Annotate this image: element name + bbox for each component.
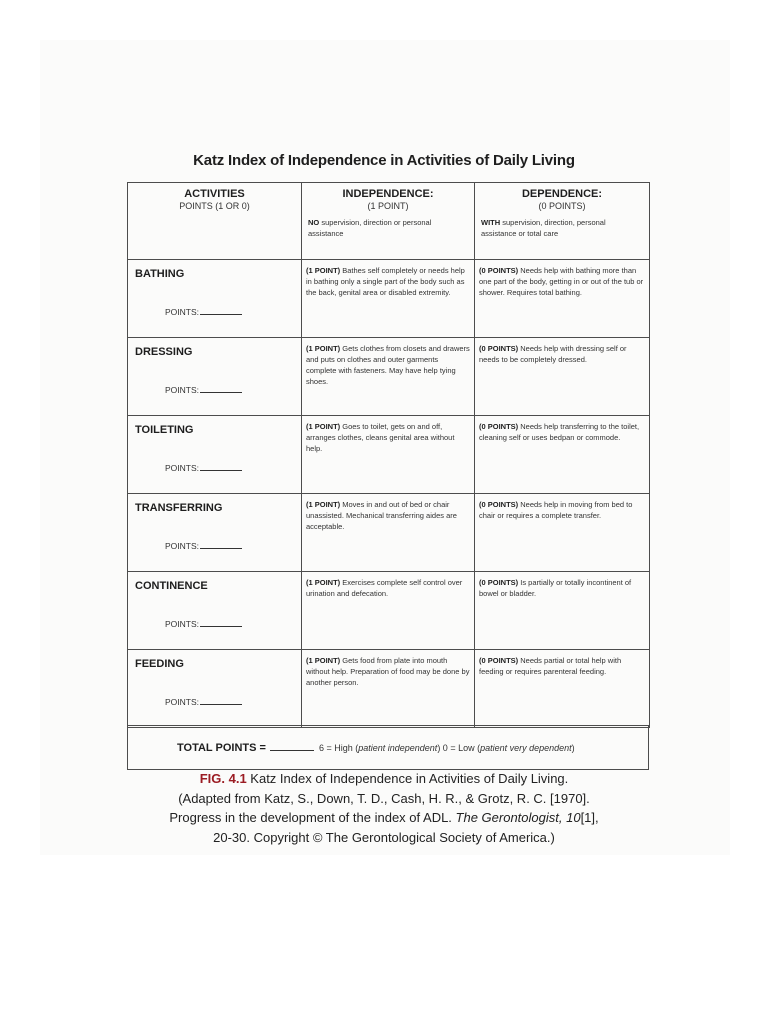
total-high: 6 = High ( bbox=[316, 743, 359, 753]
dependence-description bbox=[475, 260, 650, 338]
header-dependence: DEPENDENCE: bbox=[521, 188, 603, 200]
figure-title: Katz Index of Independence in Activities of Daily Living. bbox=[246, 771, 569, 786]
dependence-text: Needs help with dressing self or needs to be completely dressed. bbox=[479, 344, 627, 364]
katz-adl-table bbox=[127, 182, 650, 728]
dependence-tag: (0 POINTS) bbox=[479, 266, 519, 275]
dependence-note-bold: WITH bbox=[481, 218, 501, 227]
table-header-row bbox=[128, 183, 650, 260]
points-label: POINTS: bbox=[165, 463, 200, 473]
caption-line-4: 20-30. Copyright © The Gerontological Society of America.) bbox=[213, 829, 555, 845]
points-field[interactable] bbox=[165, 697, 242, 707]
points-label: POINTS: bbox=[165, 385, 200, 395]
total-high-note: patient independent bbox=[358, 743, 438, 753]
total-points-blank[interactable] bbox=[270, 742, 314, 751]
independence-description bbox=[302, 338, 475, 416]
dependence-tag: (0 POINTS) bbox=[479, 500, 519, 509]
document-title: Katz Index of Independence in Activities of Daily Living bbox=[193, 152, 575, 169]
dependence-description bbox=[475, 650, 650, 728]
header-independence-cell bbox=[302, 183, 475, 260]
dependence-description bbox=[475, 416, 650, 494]
independence-description bbox=[302, 416, 475, 494]
independence-tag: (1 POINT) bbox=[306, 500, 341, 509]
activity-name: BATHING bbox=[135, 268, 185, 280]
header-independence-note bbox=[308, 217, 468, 239]
points-label: POINTS: bbox=[165, 619, 200, 629]
activity-cell bbox=[128, 338, 302, 416]
activity-name: DRESSING bbox=[135, 346, 193, 358]
independence-text: Moves in and out of bed or chair unassisted. Mechanical transferring aides are acceptable. bbox=[306, 500, 457, 531]
independence-text: Gets food from plate into mouth without help. Preparation of food may be done by another person. bbox=[306, 656, 470, 687]
dependence-description bbox=[475, 494, 650, 572]
header-activities-sub: POINTS (1 OR 0) bbox=[179, 201, 250, 211]
activity-name: TRANSFERRING bbox=[135, 502, 223, 514]
header-independence-sub: (1 POINT) bbox=[367, 201, 409, 211]
points-label: POINTS: bbox=[165, 541, 200, 551]
independence-note-bold: NO bbox=[308, 218, 320, 227]
activity-name: FEEDING bbox=[135, 658, 184, 670]
independence-description bbox=[302, 494, 475, 572]
caption-line-3-start: Progress in the development of the index of ADL. bbox=[169, 810, 456, 825]
dependence-description bbox=[475, 572, 650, 650]
total-low: ) 0 = Low ( bbox=[437, 743, 481, 753]
dependence-tag: (0 POINTS) bbox=[479, 656, 519, 665]
independence-description bbox=[302, 650, 475, 728]
total-points-line bbox=[177, 742, 575, 754]
dependence-tag: (0 POINTS) bbox=[479, 578, 519, 587]
independence-tag: (1 POINT) bbox=[306, 422, 341, 431]
caption-line-3 bbox=[0, 808, 768, 828]
table-row-transferring bbox=[128, 494, 650, 572]
dependence-text: Needs help transferring to the toilet, cleaning self or uses bedpan or commode. bbox=[479, 422, 640, 442]
independence-tag: (1 POINT) bbox=[306, 344, 341, 353]
independence-text: Gets clothes from closets and drawers and puts on clothes and outer garments complete with fasteners. May have help tying shoes. bbox=[306, 344, 470, 386]
figure-caption bbox=[0, 769, 768, 847]
independence-text: Exercises complete self control over urination and defecation. bbox=[306, 578, 463, 598]
caption-line-1 bbox=[0, 769, 768, 789]
caption-line-3-end: [1], bbox=[580, 810, 599, 825]
activity-cell bbox=[128, 650, 302, 728]
total-points-box bbox=[127, 725, 649, 770]
activity-cell bbox=[128, 416, 302, 494]
independence-note-text: supervision, direction or personal assistance bbox=[308, 218, 432, 238]
total-close: ) bbox=[571, 743, 575, 753]
dependence-description bbox=[475, 338, 650, 416]
activity-name: CONTINENCE bbox=[135, 580, 208, 592]
dependence-text: Needs help in moving from bed to chair or requires a complete transfer. bbox=[479, 500, 633, 520]
points-field[interactable] bbox=[165, 463, 242, 473]
total-points-label: TOTAL POINTS = bbox=[177, 742, 266, 754]
header-dependence-sub: (0 POINTS) bbox=[538, 201, 586, 211]
points-field[interactable] bbox=[165, 541, 242, 551]
table-row-feeding bbox=[128, 650, 650, 728]
points-blank[interactable] bbox=[200, 463, 242, 471]
table-row-toileting bbox=[128, 416, 650, 494]
dependence-note-text: supervision, direction, personal assistance or total care bbox=[481, 218, 606, 238]
independence-text: Goes to toilet, gets on and off, arranges clothes, cleans genital area without help. bbox=[306, 422, 455, 453]
table-row-dressing bbox=[128, 338, 650, 416]
points-blank[interactable] bbox=[200, 697, 242, 705]
points-blank[interactable] bbox=[200, 541, 242, 549]
points-field[interactable] bbox=[165, 307, 242, 317]
activity-cell bbox=[128, 494, 302, 572]
points-blank[interactable] bbox=[200, 385, 242, 393]
figure-label: FIG. 4.1 bbox=[199, 771, 247, 786]
header-dependence-cell bbox=[475, 183, 650, 260]
points-field[interactable] bbox=[165, 619, 242, 629]
table-row-continence bbox=[128, 572, 650, 650]
independence-description bbox=[302, 260, 475, 338]
header-independence: INDEPENDENCE: bbox=[342, 188, 434, 200]
activity-cell bbox=[128, 260, 302, 338]
independence-tag: (1 POINT) bbox=[306, 266, 341, 275]
table-row-bathing bbox=[128, 260, 650, 338]
points-blank[interactable] bbox=[200, 307, 242, 315]
dependence-text: Needs help with bathing more than one part of the body, getting in or out of the tub or shower. Requires total bathing. bbox=[479, 266, 644, 297]
points-field[interactable] bbox=[165, 385, 242, 395]
header-activities-cell bbox=[128, 183, 302, 260]
dependence-tag: (0 POINTS) bbox=[479, 422, 519, 431]
caption-journal: The Gerontologist, 10 bbox=[455, 810, 581, 825]
header-activities: ACTIVITIES bbox=[184, 188, 245, 200]
points-label: POINTS: bbox=[165, 697, 200, 707]
independence-tag: (1 POINT) bbox=[306, 656, 341, 665]
independence-description bbox=[302, 572, 475, 650]
points-label: POINTS: bbox=[165, 307, 200, 317]
dependence-text: Is partially or totally incontinent of bowel or bladder. bbox=[479, 578, 632, 598]
activity-cell bbox=[128, 572, 302, 650]
independence-text: Bathes self completely or needs help in bathing only a single part of the body such as the back, genital area or disabled extremity. bbox=[306, 266, 465, 297]
points-blank[interactable] bbox=[200, 619, 242, 627]
header-dependence-note bbox=[481, 217, 643, 239]
caption-line-2: (Adapted from Katz, S., Down, T. D., Cash, H. R., & Grotz, R. C. [1970]. bbox=[178, 790, 590, 806]
activity-name: TOILETING bbox=[135, 424, 194, 436]
dependence-text: Needs partial or total help with feeding or requires parenteral feeding. bbox=[479, 656, 622, 676]
total-low-note: patient very dependent bbox=[480, 743, 572, 753]
dependence-tag: (0 POINTS) bbox=[479, 344, 519, 353]
independence-tag: (1 POINT) bbox=[306, 578, 341, 587]
